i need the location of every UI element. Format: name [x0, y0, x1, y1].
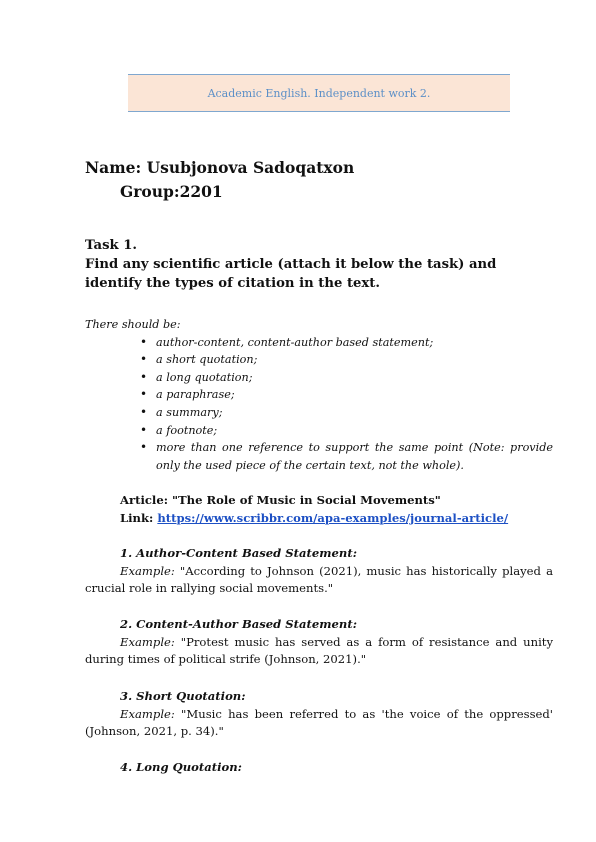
list-item: • a paraphrase;	[156, 386, 553, 404]
requirements-list	[85, 334, 553, 475]
student-name: Name: Usubjonova Sadoqatxon	[85, 158, 355, 177]
example-text: "Music has been referred to as 'the voice of the oppressed' (Johnson, 2021, p. 34)."	[85, 706, 553, 738]
citation-example	[85, 706, 553, 741]
example-label: Example:	[120, 706, 175, 721]
task-section	[85, 236, 553, 293]
article-link-label: Link:	[120, 510, 158, 525]
task-title: Task 1.	[85, 238, 138, 253]
example-text: "According to Johnson (2021), music has historically played a crucial role in rallying social movements."	[85, 563, 553, 595]
list-item: • a short quotation;	[156, 351, 553, 369]
citation-section-4	[85, 759, 553, 777]
citation-heading: 2. Content-Author Based Statement:	[120, 617, 357, 631]
article-info	[85, 492, 553, 527]
citation-example	[85, 563, 553, 598]
list-item: • a summary;	[156, 404, 553, 422]
list-item: • author-content, content-author based statement;	[156, 334, 553, 352]
citation-heading: 4. Long Quotation:	[120, 760, 242, 774]
requirements-intro: There should be:	[85, 318, 181, 331]
list-item: • a footnote;	[156, 422, 553, 440]
student-info	[85, 156, 354, 204]
header-title: Academic English. Independent work 2.	[207, 86, 431, 100]
citation-section-3	[85, 688, 553, 741]
requirements-section	[85, 316, 553, 474]
article-link[interactable]: https://www.scribbr.com/apa-examples/journal-article/	[157, 510, 509, 525]
list-item: • more than one reference to support the same point (Note: provide only the used piece of the certain text, not the whole).	[156, 439, 553, 474]
document-header	[128, 74, 510, 112]
citation-example	[85, 634, 553, 669]
student-group: Group:2201	[120, 182, 223, 201]
example-text: "Protest music has served as a form of resistance and unity during times of political strife (Johnson, 2021)."	[85, 634, 553, 666]
citation-heading: 3. Short Quotation:	[120, 689, 246, 703]
article-title: Article: "The Role of Music in Social Movements"	[120, 493, 441, 507]
example-label: Example:	[120, 563, 175, 578]
citation-heading: 1. Author-Content Based Statement:	[120, 546, 357, 560]
task-description: Find any scientific article (attach it below the task) and identify the types of citation in the text.	[85, 257, 497, 291]
list-item: • a long quotation;	[156, 369, 553, 387]
citation-section-2	[85, 616, 553, 669]
example-label: Example:	[120, 634, 175, 649]
article-link-line	[85, 510, 553, 528]
citation-section-1	[85, 545, 553, 598]
